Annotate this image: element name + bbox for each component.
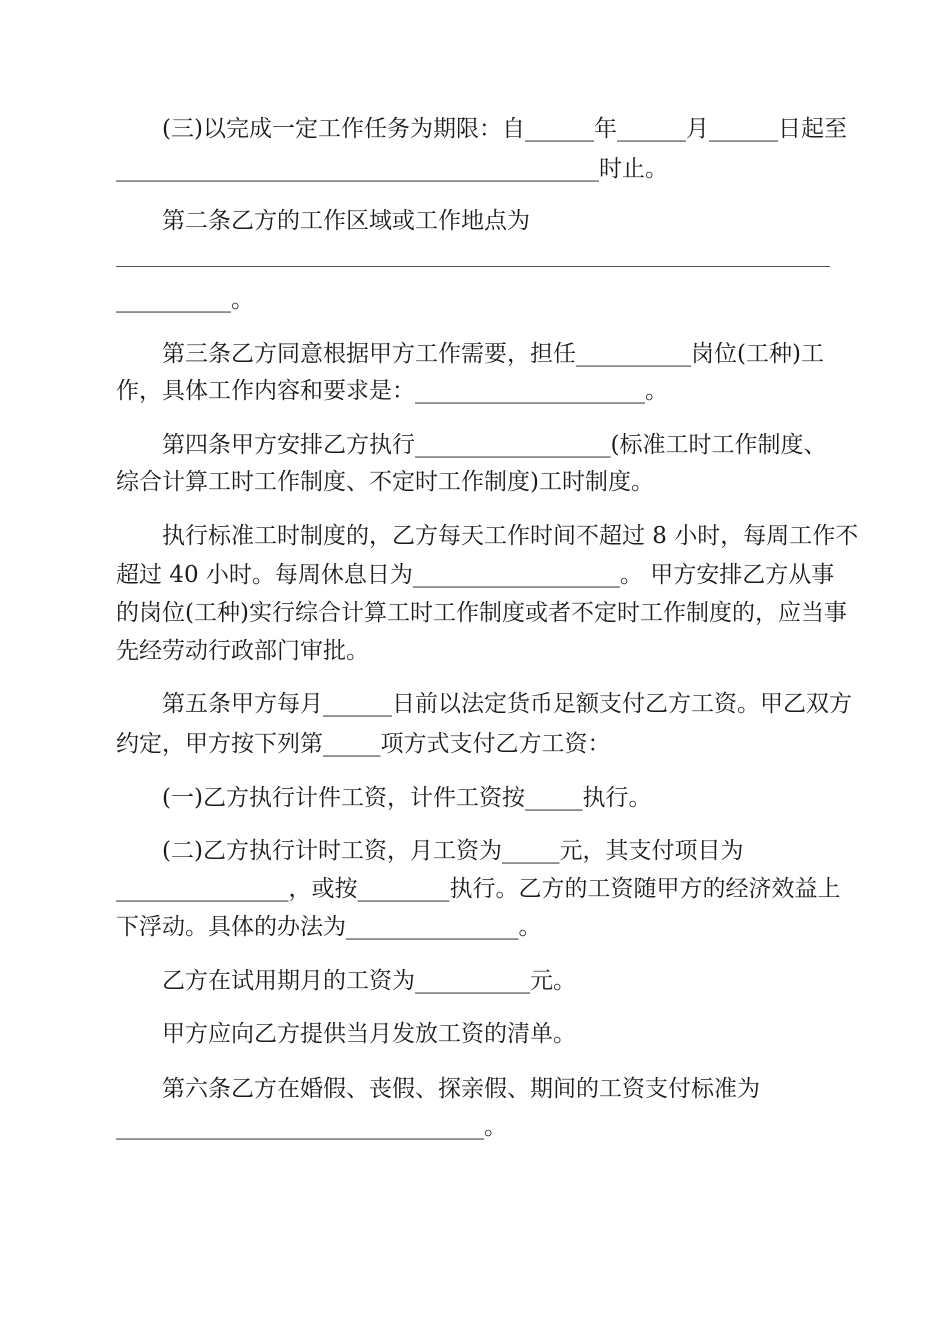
blank-line-rule: [116, 266, 830, 267]
para-3-line-1: 第三条乙方同意根据甲方工作需要，担任__________岗位(工种)工: [162, 341, 824, 367]
para-5-line-3: 的岗位(工种)实行综合计算工时工作制度或者不定时工作制度的，应当事: [116, 600, 847, 626]
para-5-line-1: 执行标准工时制度的，乙方每天工作时间不超过 8 小时，每周工作不: [162, 523, 859, 549]
para-7-line-1: (一)乙方执行计件工资，计件工资按_____执行。: [162, 785, 652, 811]
para-4-line-2: 综合计算工时工作制度、不定时工作制度)工时制度。: [116, 469, 654, 495]
para-2-line-1: 第二条乙方的工作区域或工作地点为: [162, 208, 530, 234]
para-1-line-1: (三)以完成一定工作任务为期限：自______年______月______日起至: [162, 116, 847, 142]
para-4-line-1: 第四条甲方安排乙方执行_________________(标准工时工作制度、: [162, 432, 827, 458]
para-10-line-1: 甲方应向乙方提供当月发放工资的清单。: [162, 1021, 576, 1047]
para-5-line-4: 先经劳动行政部门审批。: [116, 638, 369, 664]
para-6-line-1: 第五条甲方每月______日前以法定货币足额支付乙方工资。甲乙双方: [162, 691, 852, 717]
para-5-line-2: 超过 40 小时。每周休息日为__________________。 甲方安排乙方从事: [116, 562, 835, 588]
para-1-line-2: __________________________________________时止。: [116, 156, 668, 182]
para-2-line-3: __________。: [116, 287, 254, 313]
para-8-line-3: 下浮动。具体的办法为_______________。: [116, 914, 542, 940]
para-6-line-2: 约定，甲方按下列第_____项方式支付乙方工资：: [116, 731, 611, 757]
para-11-line-1: 第六条乙方在婚假、丧假、探亲假、期间的工资支付标准为: [162, 1076, 760, 1102]
para-8-line-2: _______________，或按________执行。乙方的工资随甲方的经济效益上: [116, 876, 841, 902]
para-11-line-2: ________________________________。: [116, 1114, 507, 1140]
para-8-line-1: (二)乙方执行计时工资，月工资为_____元，其支付项目为: [162, 838, 744, 864]
para-3-line-2: 作，具体工作内容和要求是：____________________。: [116, 378, 668, 404]
para-9-line-1: 乙方在试用期月的工资为__________元。: [162, 968, 576, 994]
